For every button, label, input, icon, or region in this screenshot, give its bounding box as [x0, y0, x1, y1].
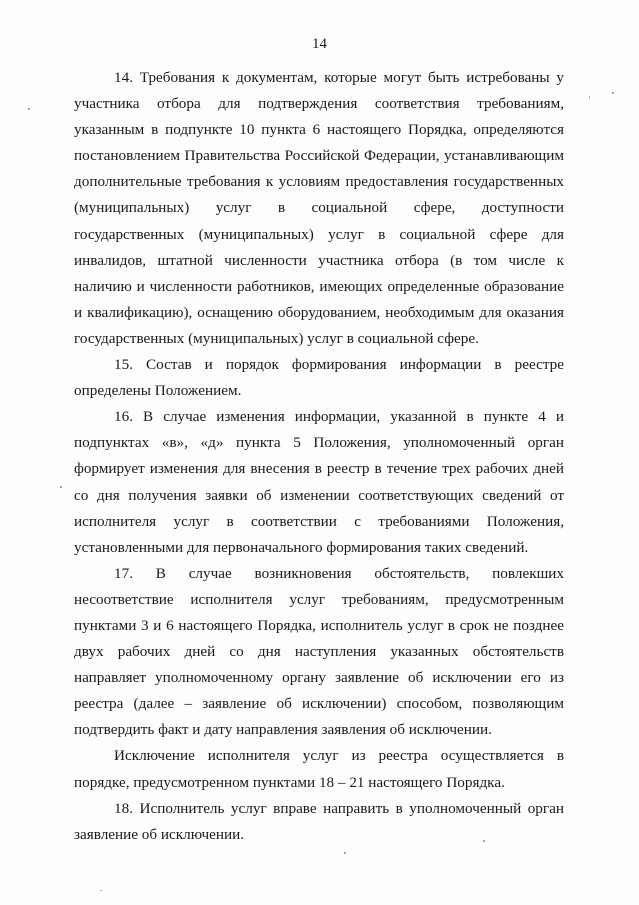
document-body — [74, 65, 564, 848]
scan-speck — [483, 840, 485, 842]
scan-speck — [60, 486, 62, 488]
paragraph-16: 16. В случае изменения информации, указанной в пункте 4 и подпунктах «в», «д» пункта 5 Положения, уполномоченный орган формирует изменения для внесения в реестр в течение трех рабочих дней со дня получения заявки об изменении соответствующих сведений от исполнителя услуг в соответствии с требованиями Положения, установленными для первоначального формирования таких сведений. — [74, 408, 564, 556]
paragraph-17: 17. В случае возникновения обстоятельств, повлекших несоответствие исполнителя услуг требованиям, предусмотренным пунктами 3 и 6 настоящего Порядка, исполнитель услуг в срок не позднее двух рабочих дней со дня наступления указанных обстоятельств направляет уполномоченному органу заявление об исключении его из реестра (далее – заявление об исключении) способом, позволяющим подтвердить факт и дату направления заявления об исключении. — [74, 564, 564, 739]
paragraph-17-continuation: Исключение исполнителя услуг из реестра осуществляется в порядке, предусмотренном пунктами 18 – 21 настоящего Порядка. — [74, 747, 564, 791]
scan-speck — [344, 852, 346, 854]
paragraph-15: 15. Состав и порядок формирования информации в реестре определены Положением. — [74, 356, 564, 400]
scan-speck — [612, 92, 614, 94]
scan-speck — [589, 96, 590, 98]
page-number: 14 — [312, 36, 327, 52]
scan-speck — [100, 890, 102, 891]
paragraph-18: 18. Исполнитель услуг вправе направить в уполномоченный орган заявление об исключении. — [74, 799, 564, 843]
paragraph-14: 14. Требования к документам, которые могут быть истребованы у участника отбора для подтверждения соответствия требованиям, указанным в подпункте 10 пункта 6 настоящего Порядка, определяются постановлением Правительства Российской Федерации, устанавливающим дополнительные требования к условиям предоставления государственных (муниципальных) услуг в социальной сфере, доступности государственных (муниципальных) услуг в социальной сфере для инвалидов, штатной численности участника отбора (в том числе к наличию и численности работников, имеющих определенные образование и квалификацию), оснащению оборудованием, необходимым для оказания государственных (муниципальных) услуг в социальной сфере. — [74, 69, 564, 347]
scan-speck — [28, 108, 30, 110]
